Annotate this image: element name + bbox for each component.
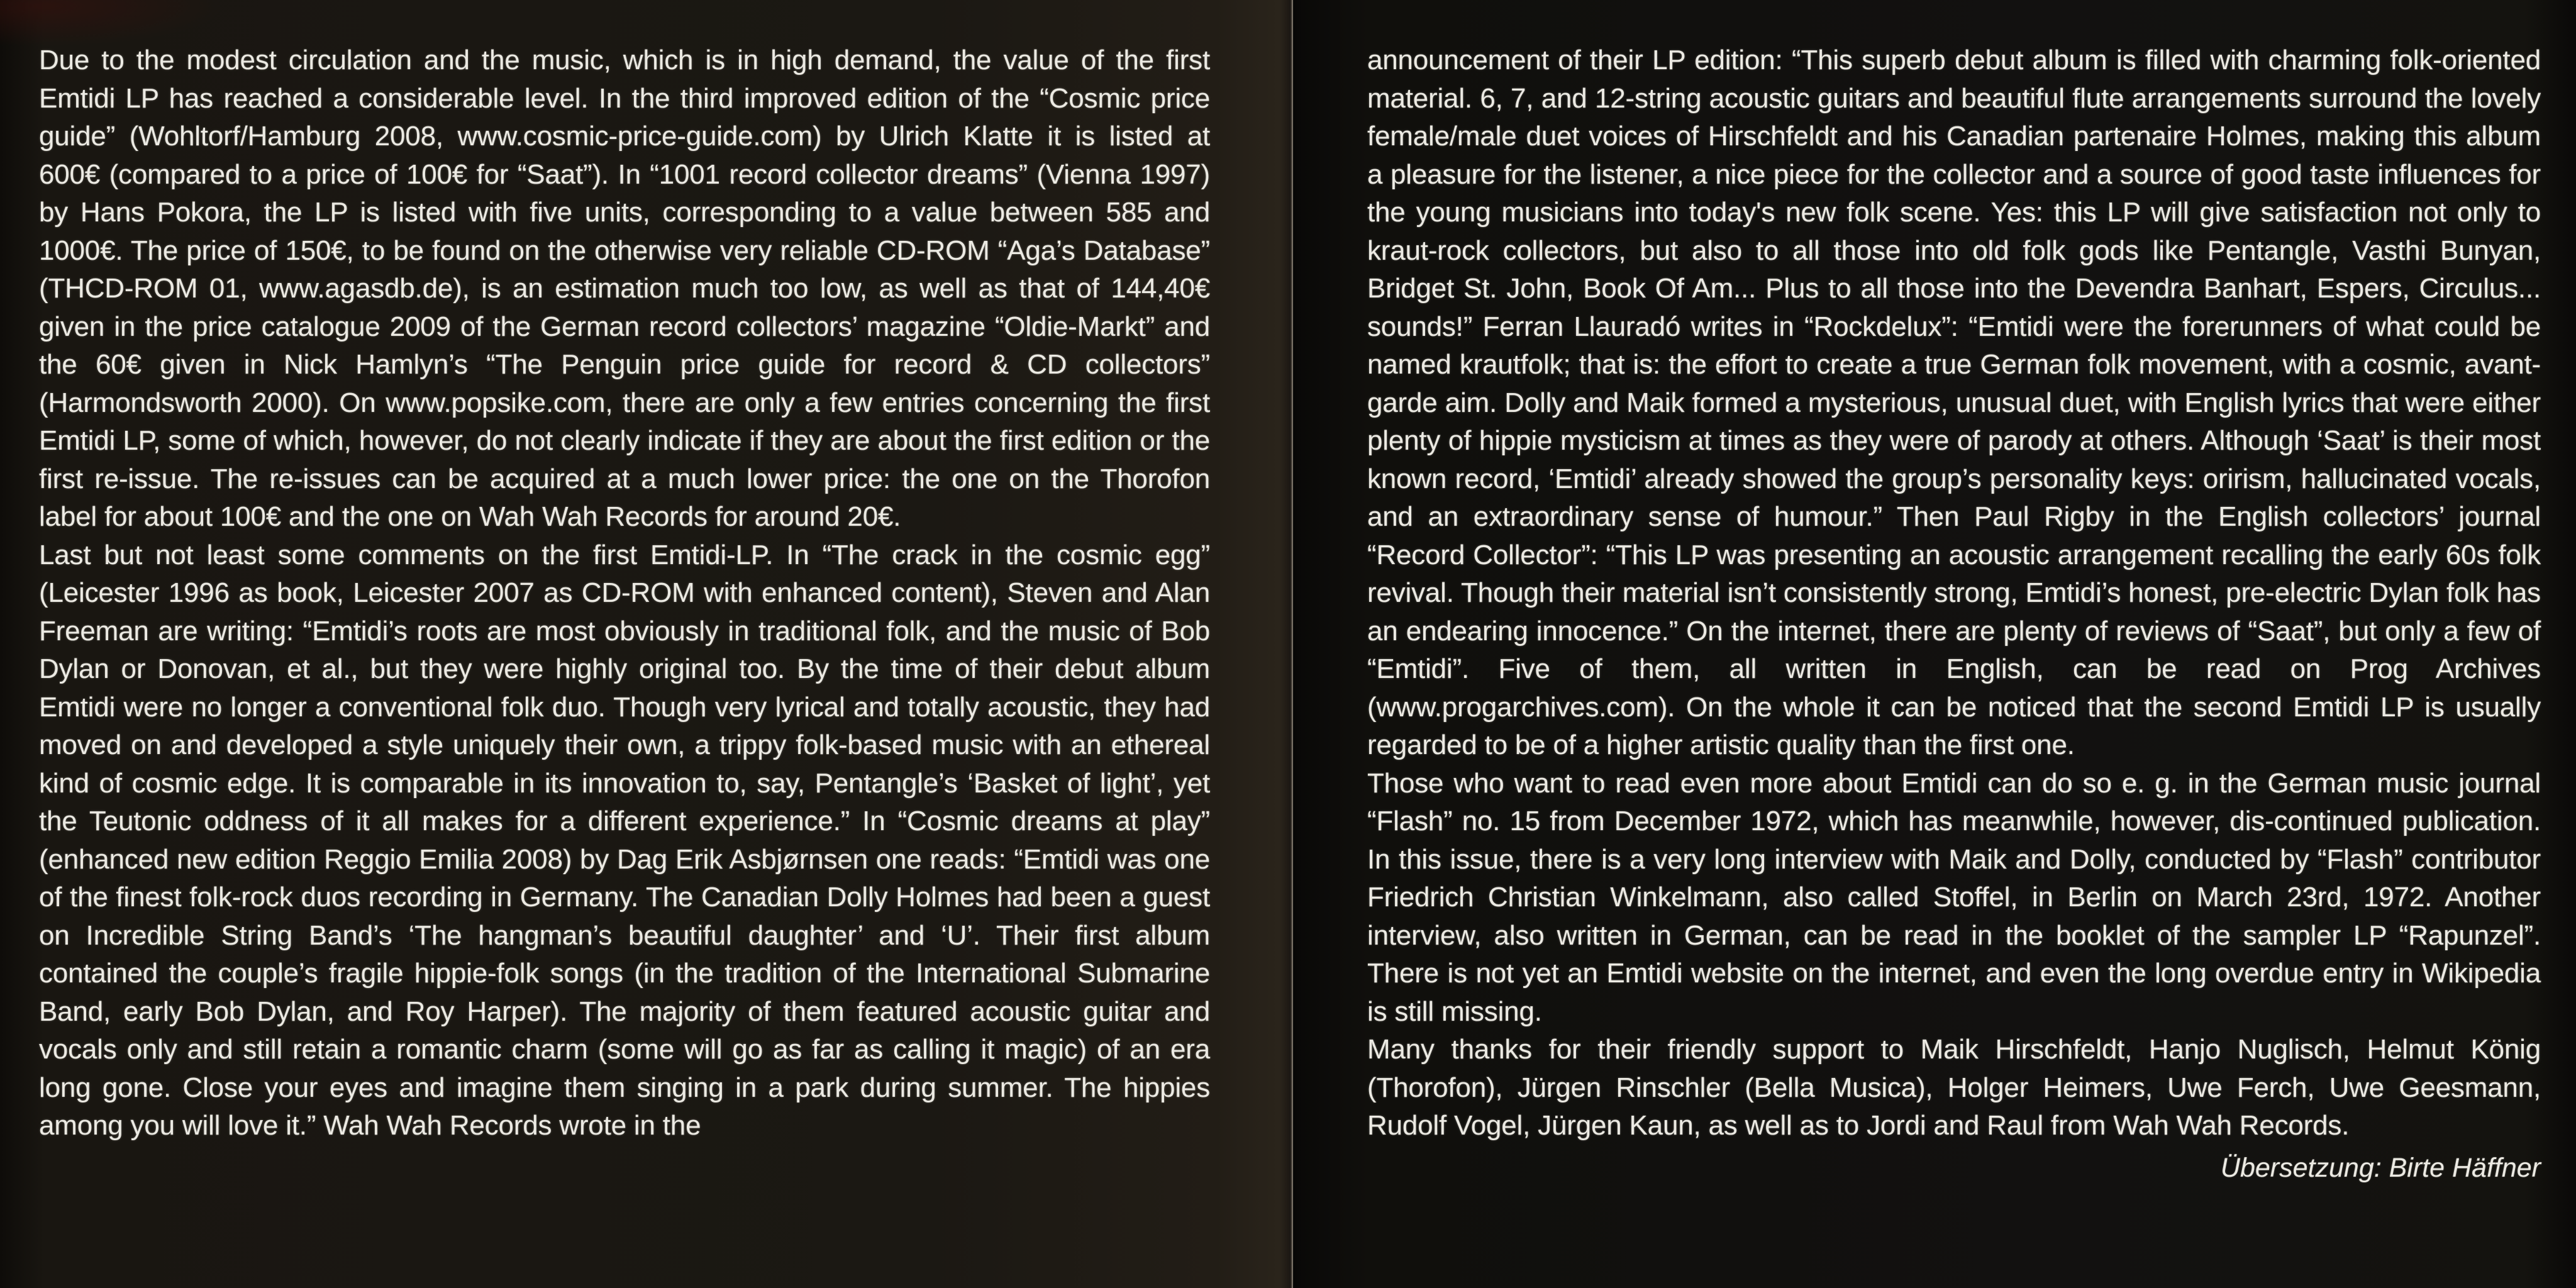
left-page-paragraph-pricing: Due to the modest circulation and the music, which is in high demand, the value of the first Emtidi LP has reached a considerable level. In the third improved edition of the “Cosmic price guide” (Wohltorf/Hamburg 2008, www.cosmic-price-guide.com) by Ulrich Klatte it is listed at 600€ (compared to a price of 100€ for “Saat”). In “1001 record collector dreams” (Vienna 1997) by Hans Pokora, the LP is listed with five units, corresponding to a value between 585 and 1000€. The price of 150€, to be found on the otherwise very reliable CD-ROM “Aga’s Database” (THCD-ROM 01, www.agasdb.de), is an estimation much too low, as well as that of 144,40€ given in the price catalogue 2009 of the German record collectors’ magazine “Oldie-Markt” and the 60€ given in Nick Hamlyn’s “The Penguin price guide for record & CD collectors” (Harmondsworth 2000). On www.popsike.com, there are only a few entries concerning the first Emtidi LP, some of which, however, do not clearly indicate if they are about the first edition or the first re-issue. The re-issues can be acquired at a much lower price: the one on the Thorofon label for about 100€ and the one on Wah Wah Records for around 20€.: [39, 45, 1210, 532]
right-page-text-block: [1367, 42, 2541, 1187]
booklet-page-right: [1293, 0, 2576, 1288]
left-page-paragraph-reviews: Last but not least some comments on the first Emtidi-LP. In “The crack in the cosmic egg” (Leicester 1996 as book, Leicester 2007 as CD-ROM with enhanced content), Steven and Alan Freeman are writing: “Emtidi’s roots are most obviously in traditional folk, and the music of Bob Dylan or Donovan, et al., but they were highly original too. By the time of their debut album Emtidi were no longer a conventional folk duo. Though very lyrical and totally acoustic, they had moved on and developed a style uniquely their own, a trippy folk-based music with an ethereal kind of cosmic edge. It is comparable in its innovation to, say, Pentangle’s ‘Basket of light’, yet the Teutonic oddness of it all makes for a different experience.” In “Cosmic dreams at play” (enhanced new edition Reggio Emilia 2008) by Dag Erik Asbjørnsen one reads: “Emtidi was one of the finest folk-rock duos recording in Germany. The Canadian Dolly Holmes had been a guest on Incredible String Band’s ‘The hangman’s beautiful daughter’ and ‘U’. Their first album contained the couple’s fragile hippie-folk songs (in the tradition of the International Submarine Band, early Bob Dylan, and Roy Harper). The majority of them featured acoustic guitar and vocals only and still retain a romantic charm (some will go as far as calling it magic) of an era long gone. Close your eyes and imagine them singing in a park during summer. The hippies among you will love it.” Wah Wah Records wrote in the: [39, 539, 1210, 1141]
left-page-text-block: [39, 42, 1210, 1145]
right-page-paragraph-acknowledgements: Many thanks for their friendly support to Maik Hirschfeldt, Hanjo Nuglisch, Helmut König (Thorofon), Jürgen Rinschler (Bella Musica), Holger Heimers, Uwe Ferch, Uwe Geesmann, Rudolf Vogel, Jürgen Kaun, as well as to Jordi and Raul from Wah Wah Records.: [1367, 1034, 2541, 1141]
right-page-paragraph-reviews-continued: announcement of their LP edition: “This superb debut album is filled with charming folk-oriented material. 6, 7, and 12-string acoustic guitars and beautiful flute arrangements surround the lovely female/male duet voices of Hirschfeldt and his Canadian partenaire Holmes, making this album a pleasure for the listener, a nice piece for the collector and a source of good taste influences for the young musicians into today's new folk scene. Yes: this LP will give satisfaction not only to kraut-rock collectors, but also to all those into old folk gods like Pentangle, Vasthi Bunyan, Bridget St. John, Book Of Am... Plus to all those into the Devendra Banhart, Espers, Circulus... sounds!” Ferran Llauradó writes in “Rockdelux”: “Emtidi were the forerunners of what could be named krautfolk; that is: the effort to create a true German folk movement, with a cosmic, avant-garde aim. Dolly and Maik formed a mysterious, unusual duet, with English lyrics that were either plenty of hippie mysticism at times as they were of parody at others. Although ‘Saat’ is their most known record, ‘Emtidi’ already showed the group’s personality keys: orirism, hallucinated vocals, and an extraordinary sense of humour.” Then Paul Rigby in the English collectors’ journal “Record Collector”: “This LP was presenting an acoustic arrangement recalling the early 60s folk revival. Though their material isn’t consistently strong, Emtidi’s honest, pre-electric Dylan folk has an endearing innocence.” On the internet, there are plenty of reviews of “Saat”, but only a few of “Emtidi”. Five of them, all written in English, can be read on Prog Archives (www.progarchives.com). On the whole it can be noticed that the second Emtidi LP is usually regarded to be of a higher artistic quality than the first one.: [1367, 45, 2541, 760]
right-page-paragraph-further-reading: Those who want to read even more about Emtidi can do so e. g. in the German music journal “Flash” no. 15 from December 1972, which has meanwhile, however, dis-continued publication. In this issue, there is a very long interview with Maik and Dolly, conducted by “Flash” contributor Friedrich Christian Winkelmann, also called Stoffel, in Berlin on March 23rd, 1972. Another interview, also written in German, can be read in the booklet of the sampler LP “Rapunzel”. There is not yet an Emtidi website on the internet, and even the long overdue entry in Wikipedia is still missing.: [1367, 767, 2541, 1027]
translation-credit: Übersetzung: Birte Häffner: [2220, 1152, 2541, 1183]
